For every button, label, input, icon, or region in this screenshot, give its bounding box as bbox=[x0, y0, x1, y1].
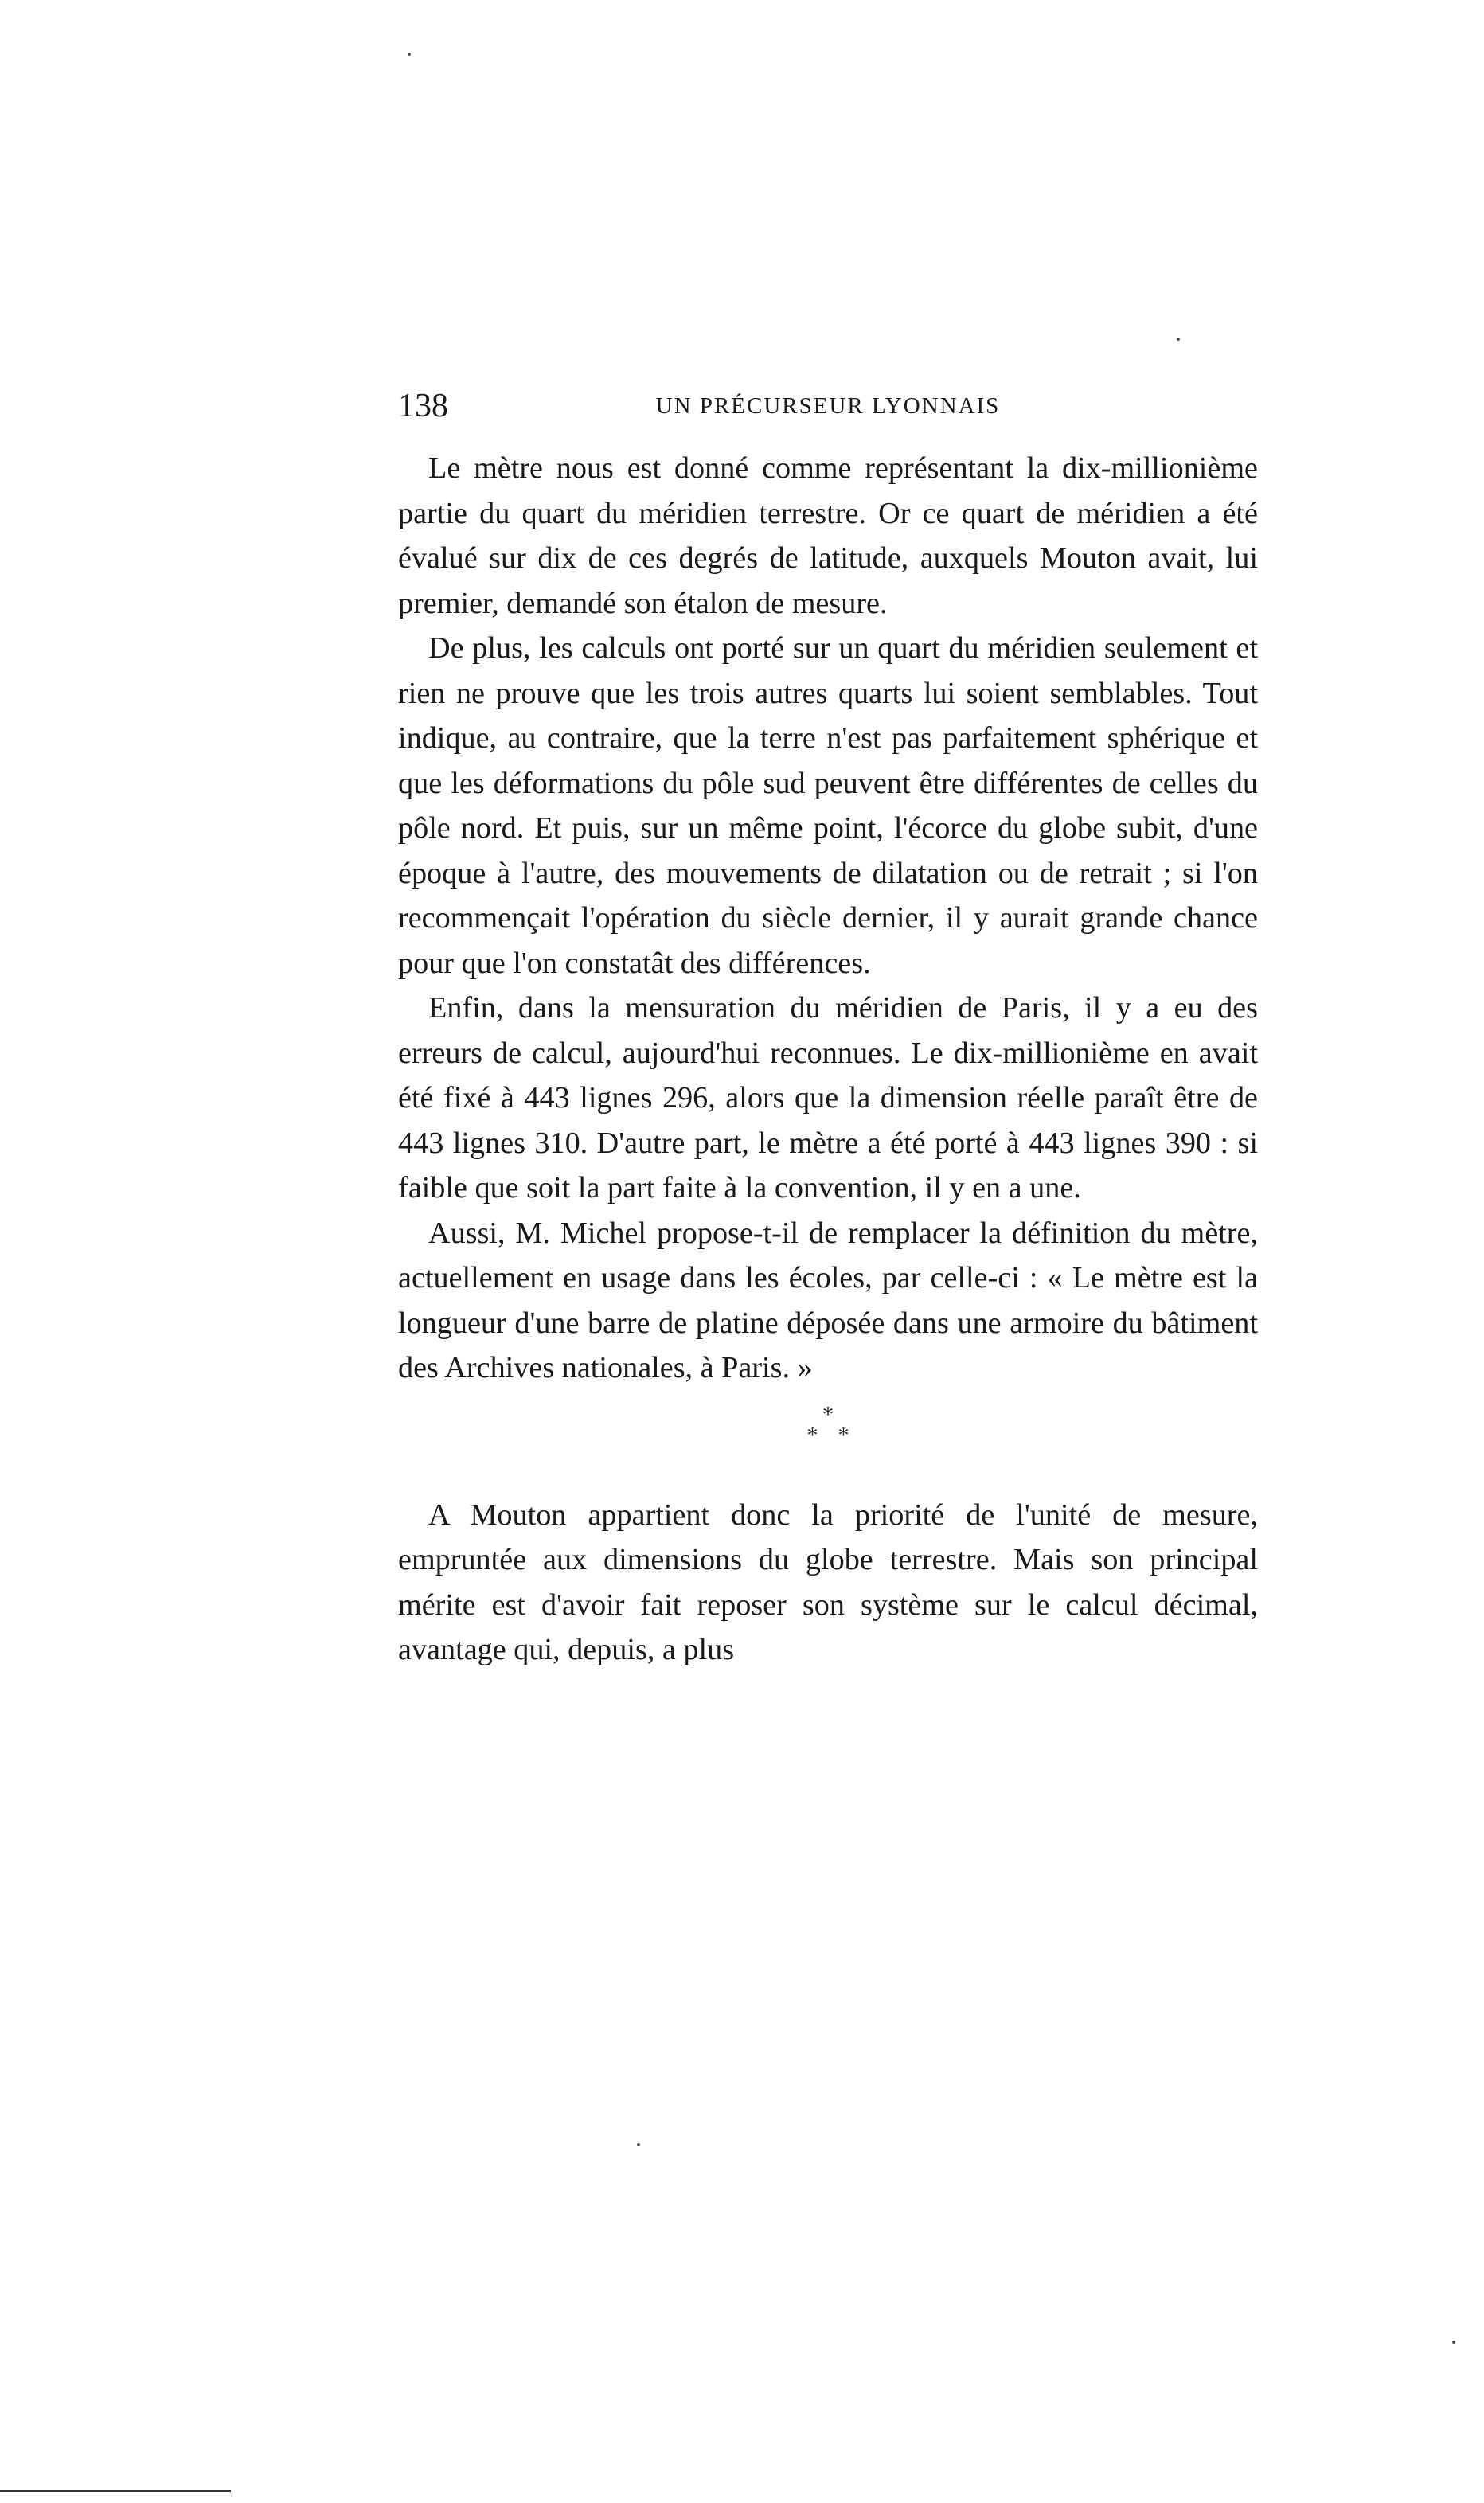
paragraph-mouton-priority: A Mouton appartient donc la priorité de l'unité de mesure, empruntée aux dimensions du globe terrestre. Mais son principal mérite est d'avoir fait reposer son système sur le calcul décimal, avantage qui, depuis, a plus bbox=[398, 1498, 1258, 1666]
asterism-bottom: * * bbox=[806, 1423, 849, 1448]
scan-speck bbox=[637, 2143, 640, 2146]
page-header bbox=[398, 382, 1258, 430]
section-separator bbox=[398, 1402, 1258, 1448]
page-number: 138 bbox=[398, 388, 448, 424]
paragraph-metre-definition: Le mètre nous est donné comme représentant la dix-millionième partie du quart du méridien terrestre. Or ce quart de méridien a été évalué sur dix de ces degrés de latitude, auxquels Mouton avait, lui premier, demandé son étalon de mesure. bbox=[398, 451, 1258, 620]
paragraph-errors: Enfin, dans la mensuration du méridien de Paris, il y a eu des erreurs de calcul, aujourd'hui reconnues. Le dix-millionième en avait été fixé à 443 lignes 296, alors que la dimension réelle paraît être de 443 lignes 310. D'autre part, le mètre a été porté à 443 lignes 390 : si faible que soit la part faite à la convention, il y en a une. bbox=[398, 991, 1258, 1205]
asterism-top: * bbox=[822, 1402, 834, 1427]
scan-speck bbox=[1177, 338, 1180, 341]
paragraph-michel-proposal: Aussi, M. Michel propose-t-il de remplacer la définition du mètre, actuellement en usage dans les écoles, par celle-ci : « Le mètre est la longueur d'une barre de platine déposée dans une armoire du bâtiment des Archives nationales, à Paris. » bbox=[398, 1216, 1258, 1384]
scan-speck bbox=[408, 53, 411, 56]
body-text bbox=[398, 446, 1258, 1673]
scan-speck bbox=[1452, 2341, 1455, 2344]
scan-edge-rule bbox=[0, 2490, 231, 2492]
running-head: UN PRÉCURSEUR LYONNAIS bbox=[655, 393, 1001, 419]
paragraph-calculations: De plus, les calculs ont porté sur un quart du méridien seulement et rien ne prouve que les trois autres quarts lui soient semblables. Tout indique, au contraire, que la terre n'est pas parfaitement sphérique et que les déformations du pôle sud peuvent être différentes de celles du pôle nord. Et puis, sur un même point, l'écorce du globe subit, d'une époque à l'autre, des mouvements de dilatation ou de retrait ; si l'on recommençait l'opération du siècle dernier, il y aurait grande chance pour que l'on constatât des différences. bbox=[398, 631, 1258, 980]
